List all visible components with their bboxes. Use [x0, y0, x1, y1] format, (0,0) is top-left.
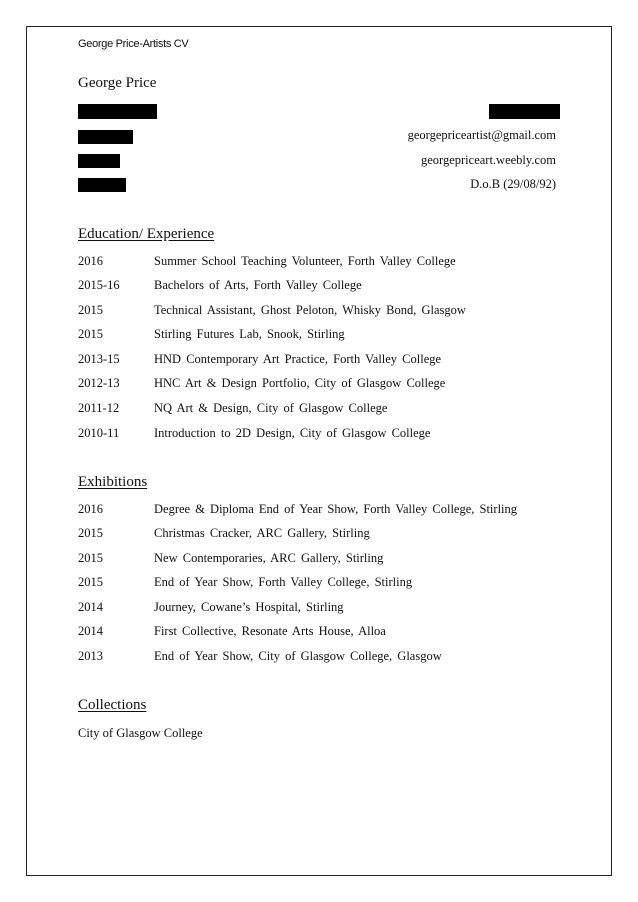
education-year: 2015-16	[78, 278, 120, 292]
email-text: georgepriceartist@gmail.com	[407, 128, 556, 142]
collection-item: City of Glasgow College	[78, 726, 203, 740]
exhibition-text: First Collective, Resonate Arts House, Alloa	[154, 624, 386, 638]
education-text: Summer School Teaching Volunteer, Forth Valley College	[154, 254, 456, 268]
education-text: Stirling Futures Lab, Snook, Stirling	[154, 327, 345, 341]
education-text: HND Contemporary Art Practice, Forth Valley College	[154, 352, 442, 366]
exhibition-year: 2016	[78, 502, 103, 516]
education-year: 2013-15	[78, 352, 120, 366]
name-title: George Price	[78, 75, 157, 91]
education-text: Introduction to 2D Design, City of Glasgow College	[154, 426, 431, 440]
exhibition-text: New Contemporaries, ARC Gallery, Stirling	[154, 551, 384, 565]
education-text: HNC Art & Design Portfolio, City of Glasgow College	[154, 376, 446, 390]
redaction-block	[489, 104, 560, 119]
redaction-block	[78, 178, 126, 192]
exhibition-year: 2015	[78, 526, 103, 540]
redaction-block	[78, 104, 157, 119]
exhibition-year: 2013	[78, 649, 103, 663]
education-year: 2015	[78, 327, 103, 341]
exhibition-year: 2015	[78, 575, 103, 589]
exhibition-year: 2014	[78, 624, 103, 638]
redaction-block	[78, 154, 120, 168]
exhibition-year: 2014	[78, 600, 103, 614]
education-year: 2011-12	[78, 401, 120, 415]
redaction-block	[78, 130, 133, 144]
exhibition-text: Journey, Cowane’s Hospital, Stirling	[154, 600, 344, 614]
exhibition-text: Degree & Diploma End of Year Show, Forth Valley College, Stirling	[154, 502, 518, 516]
dob-text: D.o.B (29/08/92)	[470, 177, 556, 191]
education-text: Technical Assistant, Ghost Peloton, Whisky Bond, Glasgow	[154, 303, 466, 317]
education-text: NQ Art & Design, City of Glasgow College	[154, 401, 388, 415]
running-header: George Price-Artists CV	[78, 38, 189, 50]
exhibition-text: End of Year Show, City of Glasgow College, Glasgow	[154, 649, 442, 663]
website-text: georgepriceart.weebly.com	[420, 153, 556, 167]
education-year: 2012-13	[78, 376, 120, 390]
exhibition-text: End of Year Show, Forth Valley College, Stirling	[154, 575, 413, 589]
education-year: 2016	[78, 254, 103, 268]
education-text: Bachelors of Arts, Forth Valley College	[154, 278, 362, 292]
exhibition-year: 2015	[78, 551, 103, 565]
collections-heading: Collections	[78, 697, 147, 713]
education-heading: Education/ Experience	[78, 226, 215, 242]
education-year: 2010-11	[78, 426, 120, 440]
education-year: 2015	[78, 303, 103, 317]
exhibition-text: Christmas Cracker, ARC Gallery, Stirling	[154, 526, 370, 540]
exhibitions-heading: Exhibitions	[78, 474, 148, 490]
